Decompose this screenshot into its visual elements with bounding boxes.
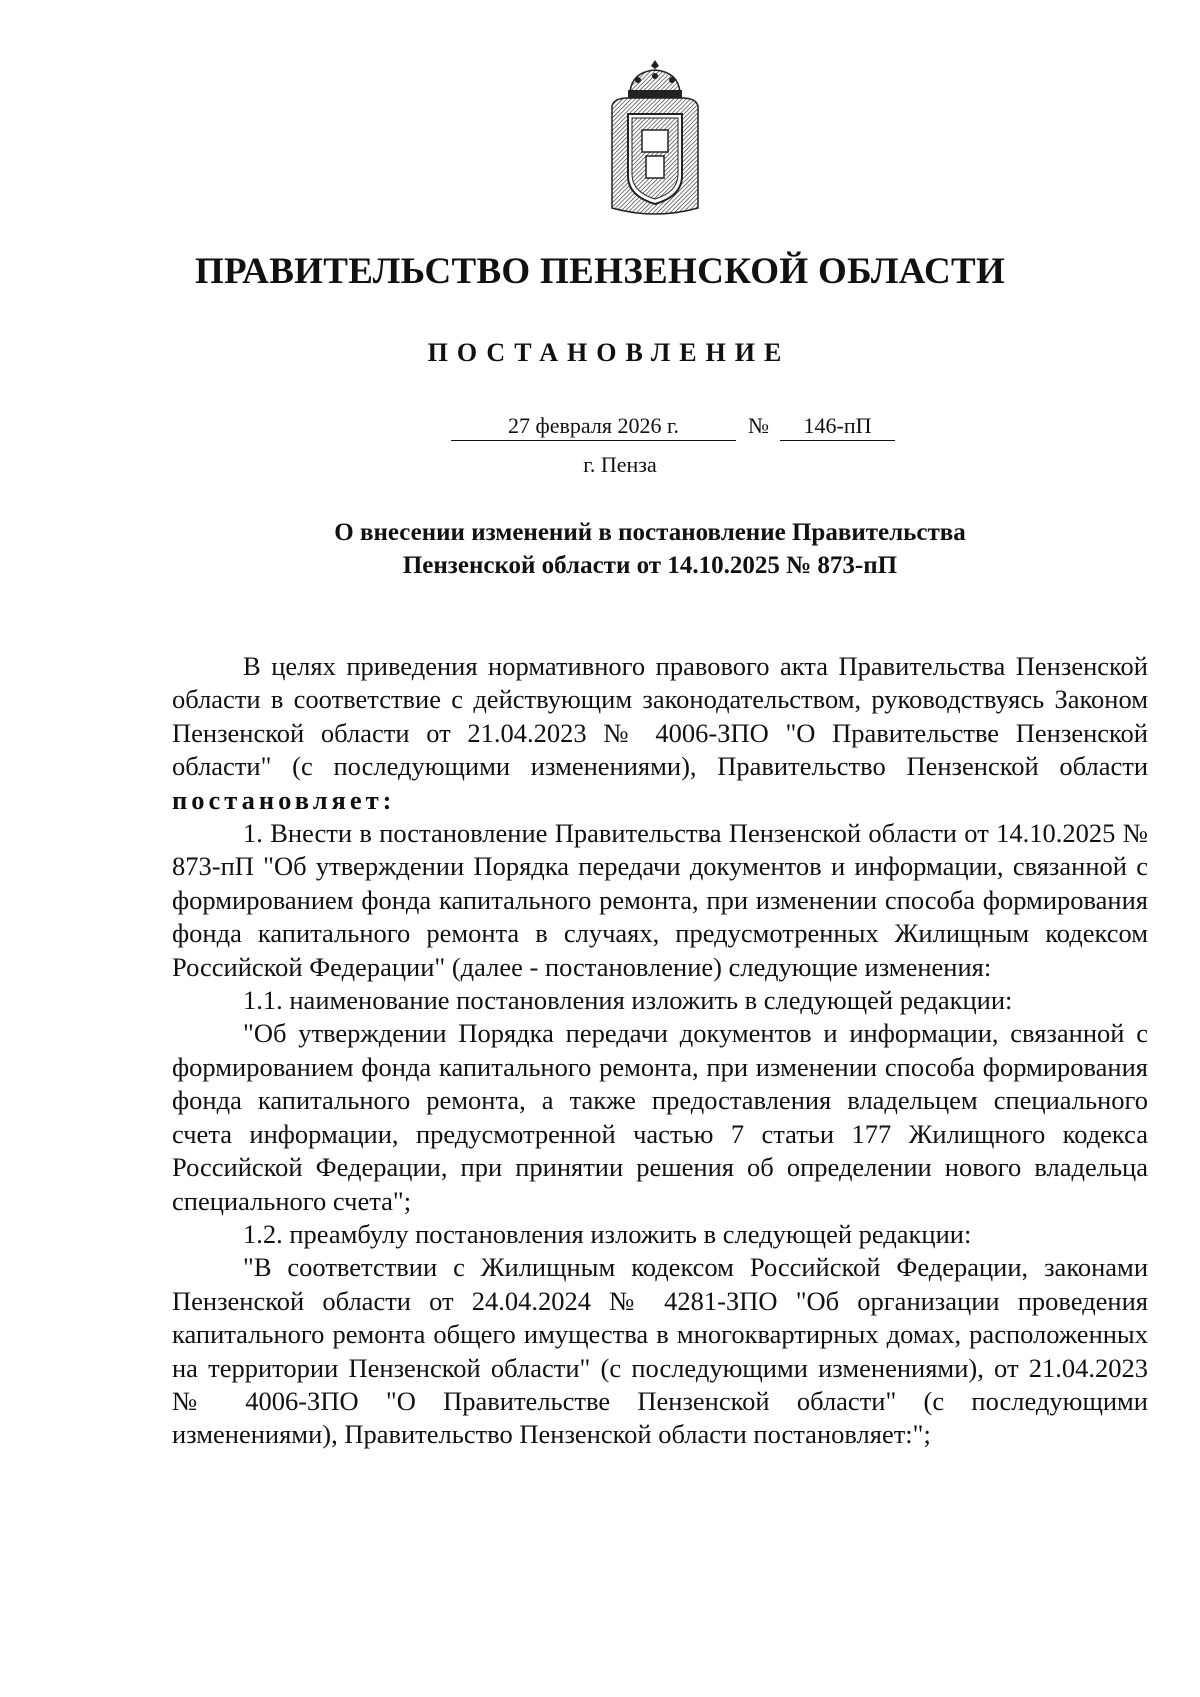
document-date: 27 февраля 2026 г.: [451, 413, 736, 441]
paragraph-new-title: "Об утверждении Порядка передачи документов и информации, связанной с формированием фонда капитального ремонта, при изменении способа формирования фонда капитального ремонта, а также предоставления владельцем специального счета информации, предусмотренной частью 7 статьи 177 Жилищного кодекса Российской Федерации, при принятии решения об определении нового владельца специального счета";: [172, 1018, 1148, 1216]
document-city: г. Пенза: [583, 452, 657, 477]
document-date-number-row: [0, 413, 1200, 447]
paragraph-item-1-1: 1.1. наименование постановления изложить в следующей редакции:: [243, 985, 1013, 1016]
paragraph-new-preamble: "В соответствии с Жилищным кодексом Российской Федерации, законами Пензенской области от 24.04.2024 № 4281-ЗПО "Об организации проведения капитального ремонта общего имущества в многоквартирных домах, расположенных на территории Пензенской области" (с последующими изменениями), от 21.04.2023 № 4006-ЗПО "О Правительстве Пензенской области" (с последующими изменениями), Правительство Пензенской области постановляет:";: [172, 1252, 1148, 1450]
document-body: [172, 650, 1148, 1452]
preamble-text: В целях приведения нормативного правового акта Правительства Пензенской области в соответствие с действующим законодательством, руководствуясь Законом Пензенской области от 21.04.2023 № 4006-ЗПО "О Правительстве Пензенской области" (с последующими изменениями), Правительство Пензенской области: [172, 651, 1148, 782]
paragraph-item-1: 1. Внести в постановление Правительства Пензенской области от 14.10.2025 № 873-пП "Об утверждении Порядка передачи документов и информации, связанной с формированием фонда капитального ремонта, при изменении способа формирования фонда капитального ремонта в случаях, предусмотренных Жилищным кодексом Российской Федерации" (далее - постановление) следующие изменения:: [172, 818, 1148, 982]
decree-word: постановляет:: [172, 784, 396, 815]
organization-title: ПРАВИТЕЛЬСТВО ПЕНЗЕНСКОЙ ОБЛАСТИ: [194, 251, 1006, 292]
subject-line-1: О внесении изменений в постановление Правительства: [334, 519, 966, 546]
document-number: 146-пП: [780, 413, 895, 441]
coat-of-arms-icon: [608, 58, 702, 218]
document-type: ПОСТАНОВЛЕНИЕ: [427, 338, 791, 367]
paragraph-preamble: [172, 650, 1148, 817]
subject-line-2: Пензенской области от 14.10.2025 № 873-пП: [402, 552, 898, 579]
paragraph-item-1-2: 1.2. преамбулу постановления изложить в следующей редакции:: [243, 1218, 972, 1249]
number-sign: №: [748, 413, 769, 438]
document-subject: [250, 516, 1050, 582]
